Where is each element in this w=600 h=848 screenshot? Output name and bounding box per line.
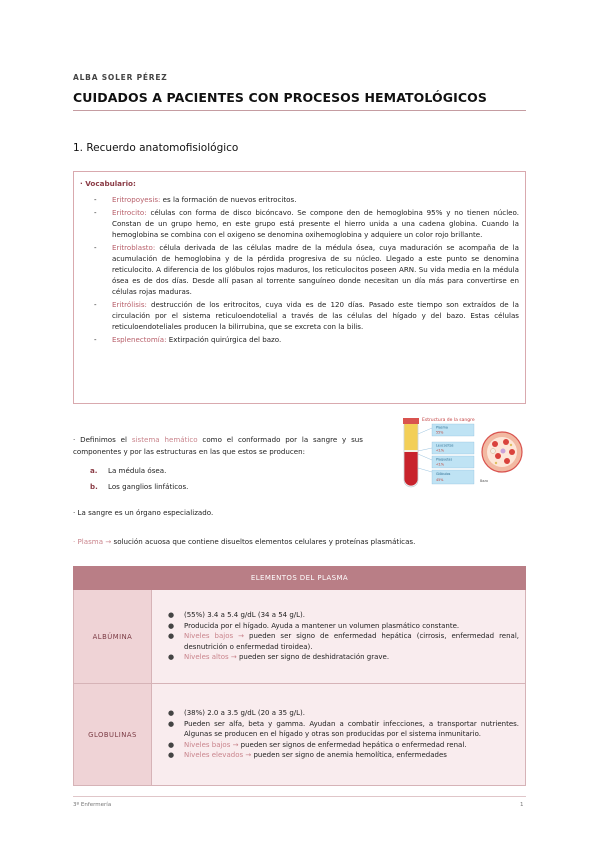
vocab-definition: destrucción de los eritrocitos, cuya vida es de 120 días. Pasado este tiempo son extraídos de la circulación por el sistema reticuloendotelial a través de las células del hígado y del bazo. Estas células reticuloendoteliales producen la bilirrubina, que se excreta con la bilis. — [112, 300, 519, 331]
vocab-definition: células con forma de disco bicóncavo. Se compone den de hemoglobina 95% y no tienen núcleo. Constan de un grupo hemo, en este grupo está presente el hierro unida a una cadena globina. Cuando la hemoglobina se combina con el oxigeno se denomina oxihemoglobina y adquiere un color rojo brillante. — [112, 208, 519, 239]
tube-red-cells — [404, 452, 417, 486]
document-title: CUIDADOS A PACIENTES CON PROCESOS HEMATOLÓGICOS — [73, 90, 487, 105]
vocab-item: - Esplenectomía: Extirpación quirúrgica del bazo. — [94, 335, 282, 344]
row-header-globulins: GLOBULINAS — [74, 684, 152, 786]
section-title: 1. Recuerdo anatomofisiológico — [73, 142, 239, 154]
hematic-structures-list — [90, 463, 188, 495]
list-item: b. Los ganglios linfáticos. — [90, 482, 189, 491]
vocab-term: Eritrólisis: — [112, 300, 147, 309]
list-item: ● Producida por el hígado. Ayuda a mantener un volumen plasmático constante. — [168, 621, 460, 630]
list-item: ● Niveles bajos → pueden ser signos de enfermedad hepática o enfermedad renal. — [168, 740, 467, 749]
list-item: ● Pueden ser alfa, beta y gamma. Ayudan a combatir infecciones, a transportar nutrientes. Algunas se producen en el hígado y otras son producidas por el sistema inmunitario. — [168, 719, 519, 739]
hematic-system-term: sistema hemático — [131, 435, 198, 444]
vocab-definition: es la formación de nuevos eritrocitos. — [160, 195, 297, 204]
table-cell — [152, 684, 526, 786]
figure-title: Estructura de la sangre — [422, 418, 475, 423]
svg-text:Plaquetas: Plaquetas — [436, 457, 453, 462]
table-cell — [152, 590, 526, 684]
vocab-item: - Eritroblasto: célula derivada de las células madre de la médula ósea, cuya maduración se acompaña de la acumulación de hemoglobina y de la pérdida progresiva de su núcleo. Llegado a este punto se denomina reticulocito. A diferencia de los glóbulos rojos maduros, los reticulocitos poseen ARN. Su vida media en la médula ósea es de dos días. Desde allí pasan al torrente sanguíneo donde necesitan un día más para convertirse en células rojas maduras. — [94, 243, 519, 296]
vocabulary-title: · Vocabulario: — [80, 179, 136, 188]
vocab-term: Eritrocito: — [112, 208, 147, 217]
svg-text:<1%: <1% — [436, 448, 444, 453]
author-name: ALBA SOLER PÉREZ — [73, 73, 168, 82]
svg-text:Bazo: Bazo — [480, 479, 489, 483]
list-item: ● Niveles bajos → pueden ser signo de enfermedad hepática (cirrosis, enfermedad renal, desnutrición o enfermedad tiroidea). — [168, 632, 519, 651]
svg-text:55%: 55% — [436, 430, 444, 435]
list-item: ● Niveles elevados → pueden ser signo de anemia hemolítica, enfermedades — [168, 751, 447, 760]
tube-cap — [403, 418, 419, 424]
vocab-item: - Eritrocito: células con forma de disco bicóncavo. Se compone den de hemoglobina 95% y no tienen núcleo. Constan de un grupo hemo, en este grupo está presente el hierro unida a una cadena globina. Cuando la hemoglobina se combina con el oxigeno se denomina oxihemoglobina y adquiere un color rojo brillante. — [94, 208, 519, 239]
table-header: ELEMENTOS DEL PLASMA — [74, 567, 526, 590]
blood-structure-figure — [398, 416, 526, 490]
vocab-item: - Eritropoyesis: es la formación de nuevos eritrocitos. — [94, 195, 297, 204]
footer-divider — [73, 796, 526, 797]
footer-course: 3º Enfermería — [73, 802, 112, 808]
plasma-definition: · Plasma → solución acuosa que contiene disueltos elementos celulares y proteínas plasmáticas. — [73, 537, 416, 546]
page-number: 1 — [520, 802, 524, 808]
vocab-definition: célula derivada de las células madre de la médula ósea, cuya maduración se acompaña de la acumulación de hemoglobina y de la pérdida progresiva de su núcleo. Llegado a este punto se denomina reticulocito. A diferencia de los glóbulos rojos maduros, los reticulocitos poseen ARN. Su vida media en la médula ósea es de dos días. Desde allí pasan al torrente sanguíneo donde necesitan un día más para convertirse en células rojas maduras. — [112, 243, 519, 296]
svg-text:45%: 45% — [436, 478, 444, 482]
vocab-term: Eritropoyesis: — [112, 195, 161, 204]
vocab-definition: Extirpación quirúrgica del bazo. — [166, 335, 282, 344]
vocab-term: Esplenectomía: — [112, 335, 167, 344]
tube-plasma — [404, 424, 417, 450]
list-item: ● (55%) 3.4 a 5.4 g/dL (34 a 54 g/L). — [168, 611, 306, 620]
svg-text:Glóbulos: Glóbulos — [436, 472, 451, 476]
tube-buffy — [404, 450, 417, 452]
table-row — [74, 684, 526, 786]
list-item: ● Niveles altos → pueden ser signo de deshidratación grave. — [168, 653, 390, 662]
vocabulary-box — [73, 171, 526, 404]
organ-statement: · La sangre es un órgano especializado. — [73, 508, 214, 517]
svg-text:Plasma: Plasma — [436, 425, 448, 430]
plasma-term: · Plasma → — [73, 537, 112, 546]
list-item: ● (38%) 2.0 a 3.5 g/dL (20 a 35 g/L). — [168, 709, 306, 718]
vocab-term: Eritroblasto: — [112, 243, 156, 252]
plasma-elements-table — [73, 566, 526, 786]
table-row — [74, 590, 526, 684]
vocab-item: - Eritrólisis: destrucción de los eritrocitos, cuya vida es de 120 días. Pasado este tiempo son extraídos de la circulación por el sistema reticuloendotelial a través de las células del hígado y del bazo. Estas células reticuloendoteliales producen la bilirrubina, que se excreta con la bilis. — [94, 300, 519, 331]
title-divider — [73, 110, 526, 111]
vocabulary-list — [80, 194, 519, 345]
svg-text:Leucocitos: Leucocitos — [436, 443, 454, 448]
row-header-albumin: ALBÚMINA — [74, 590, 152, 684]
list-item: a. La médula ósea. — [90, 466, 167, 475]
svg-text:<1%: <1% — [436, 462, 444, 467]
hematic-system-paragraph: · Definimos el sistema hemático como el conformado por la sangre y sus componentes y por las estructuras en las que estos se producen: — [73, 435, 363, 456]
